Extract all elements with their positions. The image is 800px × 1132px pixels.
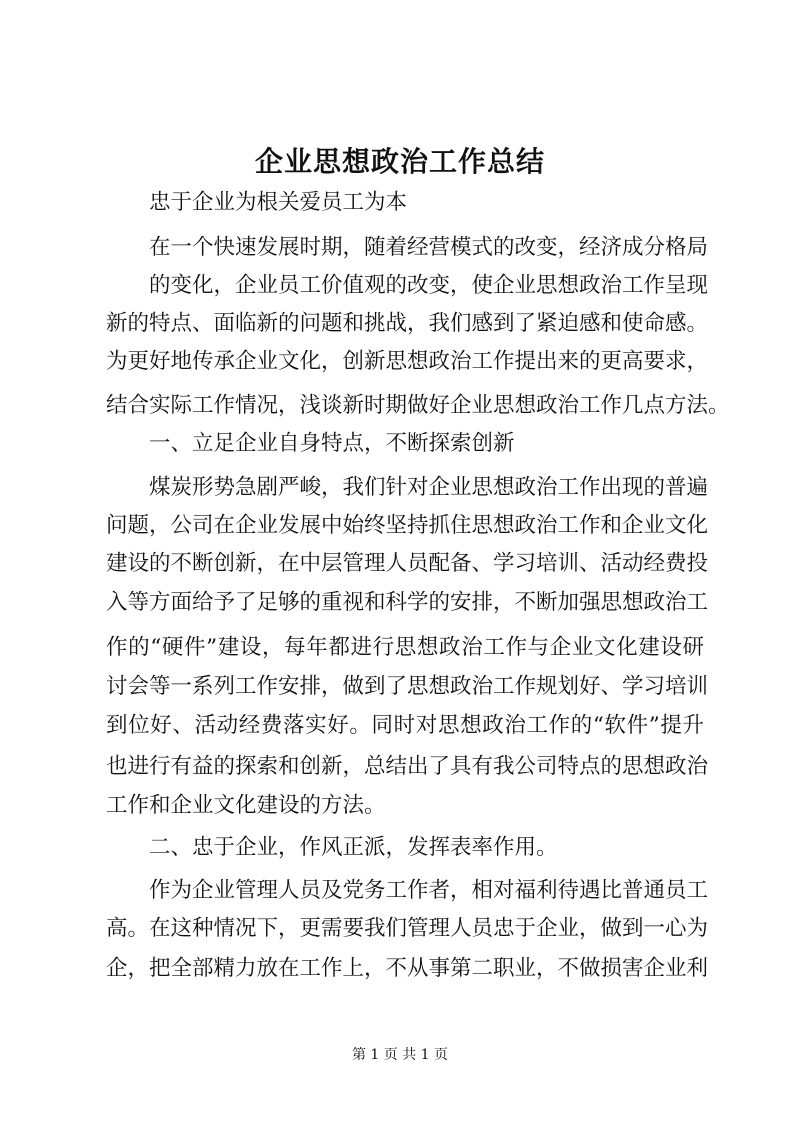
paragraph-line: 入等方面给予了足够的重视和科学的安排，不断加强思想政治工 — [106, 590, 709, 615]
paragraph-line: 结合实际工作情况，浅谈新时期做好企业思想政治工作几点方法。 — [106, 393, 730, 418]
document-title: 企业思想政治工作总结 — [254, 145, 545, 178]
paragraph-line: 也进行有益的探索和创新，总结出了具有我公司特点的思想政治 — [106, 754, 709, 779]
page-number-footer: 第 1 页 共 1 页 — [351, 1047, 449, 1063]
paragraph-line: 作的“硬件”建设，每年都进行思想政治工作与企业文化建设研 — [106, 635, 704, 660]
paragraph-line: 建设的不断创新，在中层管理人员配备、学习培训、活动经费投 — [106, 551, 709, 576]
paragraph-line: 为更好地传承企业文化，创新思想政治工作提出来的更高要求， — [106, 349, 709, 374]
paragraph-line: 在一个快速发展时期，随着经营模式的改变，经济成分格局 — [149, 235, 709, 260]
paragraph-line: 新的特点、面临新的问题和挑战，我们感到了紧迫感和使命感。 — [106, 311, 709, 336]
section-heading: 一、立足企业自身特点，不断探索创新 — [149, 431, 515, 456]
section-heading: 二、忠于企业，作风正派，发挥表率作用。 — [149, 835, 558, 860]
paragraph-line: 作为企业管理人员及党务工作者，相对福利待遇比普通员工 — [149, 878, 709, 903]
paragraph-line: 到位好、活动经费落实好。同时对思想政治工作的“软件”提升 — [106, 713, 704, 738]
paragraph-line: 忠于企业为根关爱员工为本 — [149, 190, 408, 215]
paragraph-line: 高。在这种情况下，更需要我们管理人员忠于企业，做到一心为 — [106, 916, 709, 941]
paragraph-line: 讨会等一系列工作安排，做到了思想政治工作规划好、学习培训 — [106, 674, 709, 699]
paragraph-line: 的变化，企业员工价值观的改变，使企业思想政治工作呈现 — [149, 273, 709, 298]
paragraph-line: 煤炭形势急剧严峻，我们针对企业思想政治工作出现的普遍 — [149, 475, 709, 500]
paragraph-line: 问题，公司在企业发展中始终坚持抓住思想政治工作和企业文化 — [106, 513, 709, 538]
paragraph-line: 工作和企业文化建设的方法。 — [106, 793, 386, 818]
paragraph-line: 企，把全部精力放在工作上，不从事第二职业，不做损害企业利 — [106, 956, 709, 981]
